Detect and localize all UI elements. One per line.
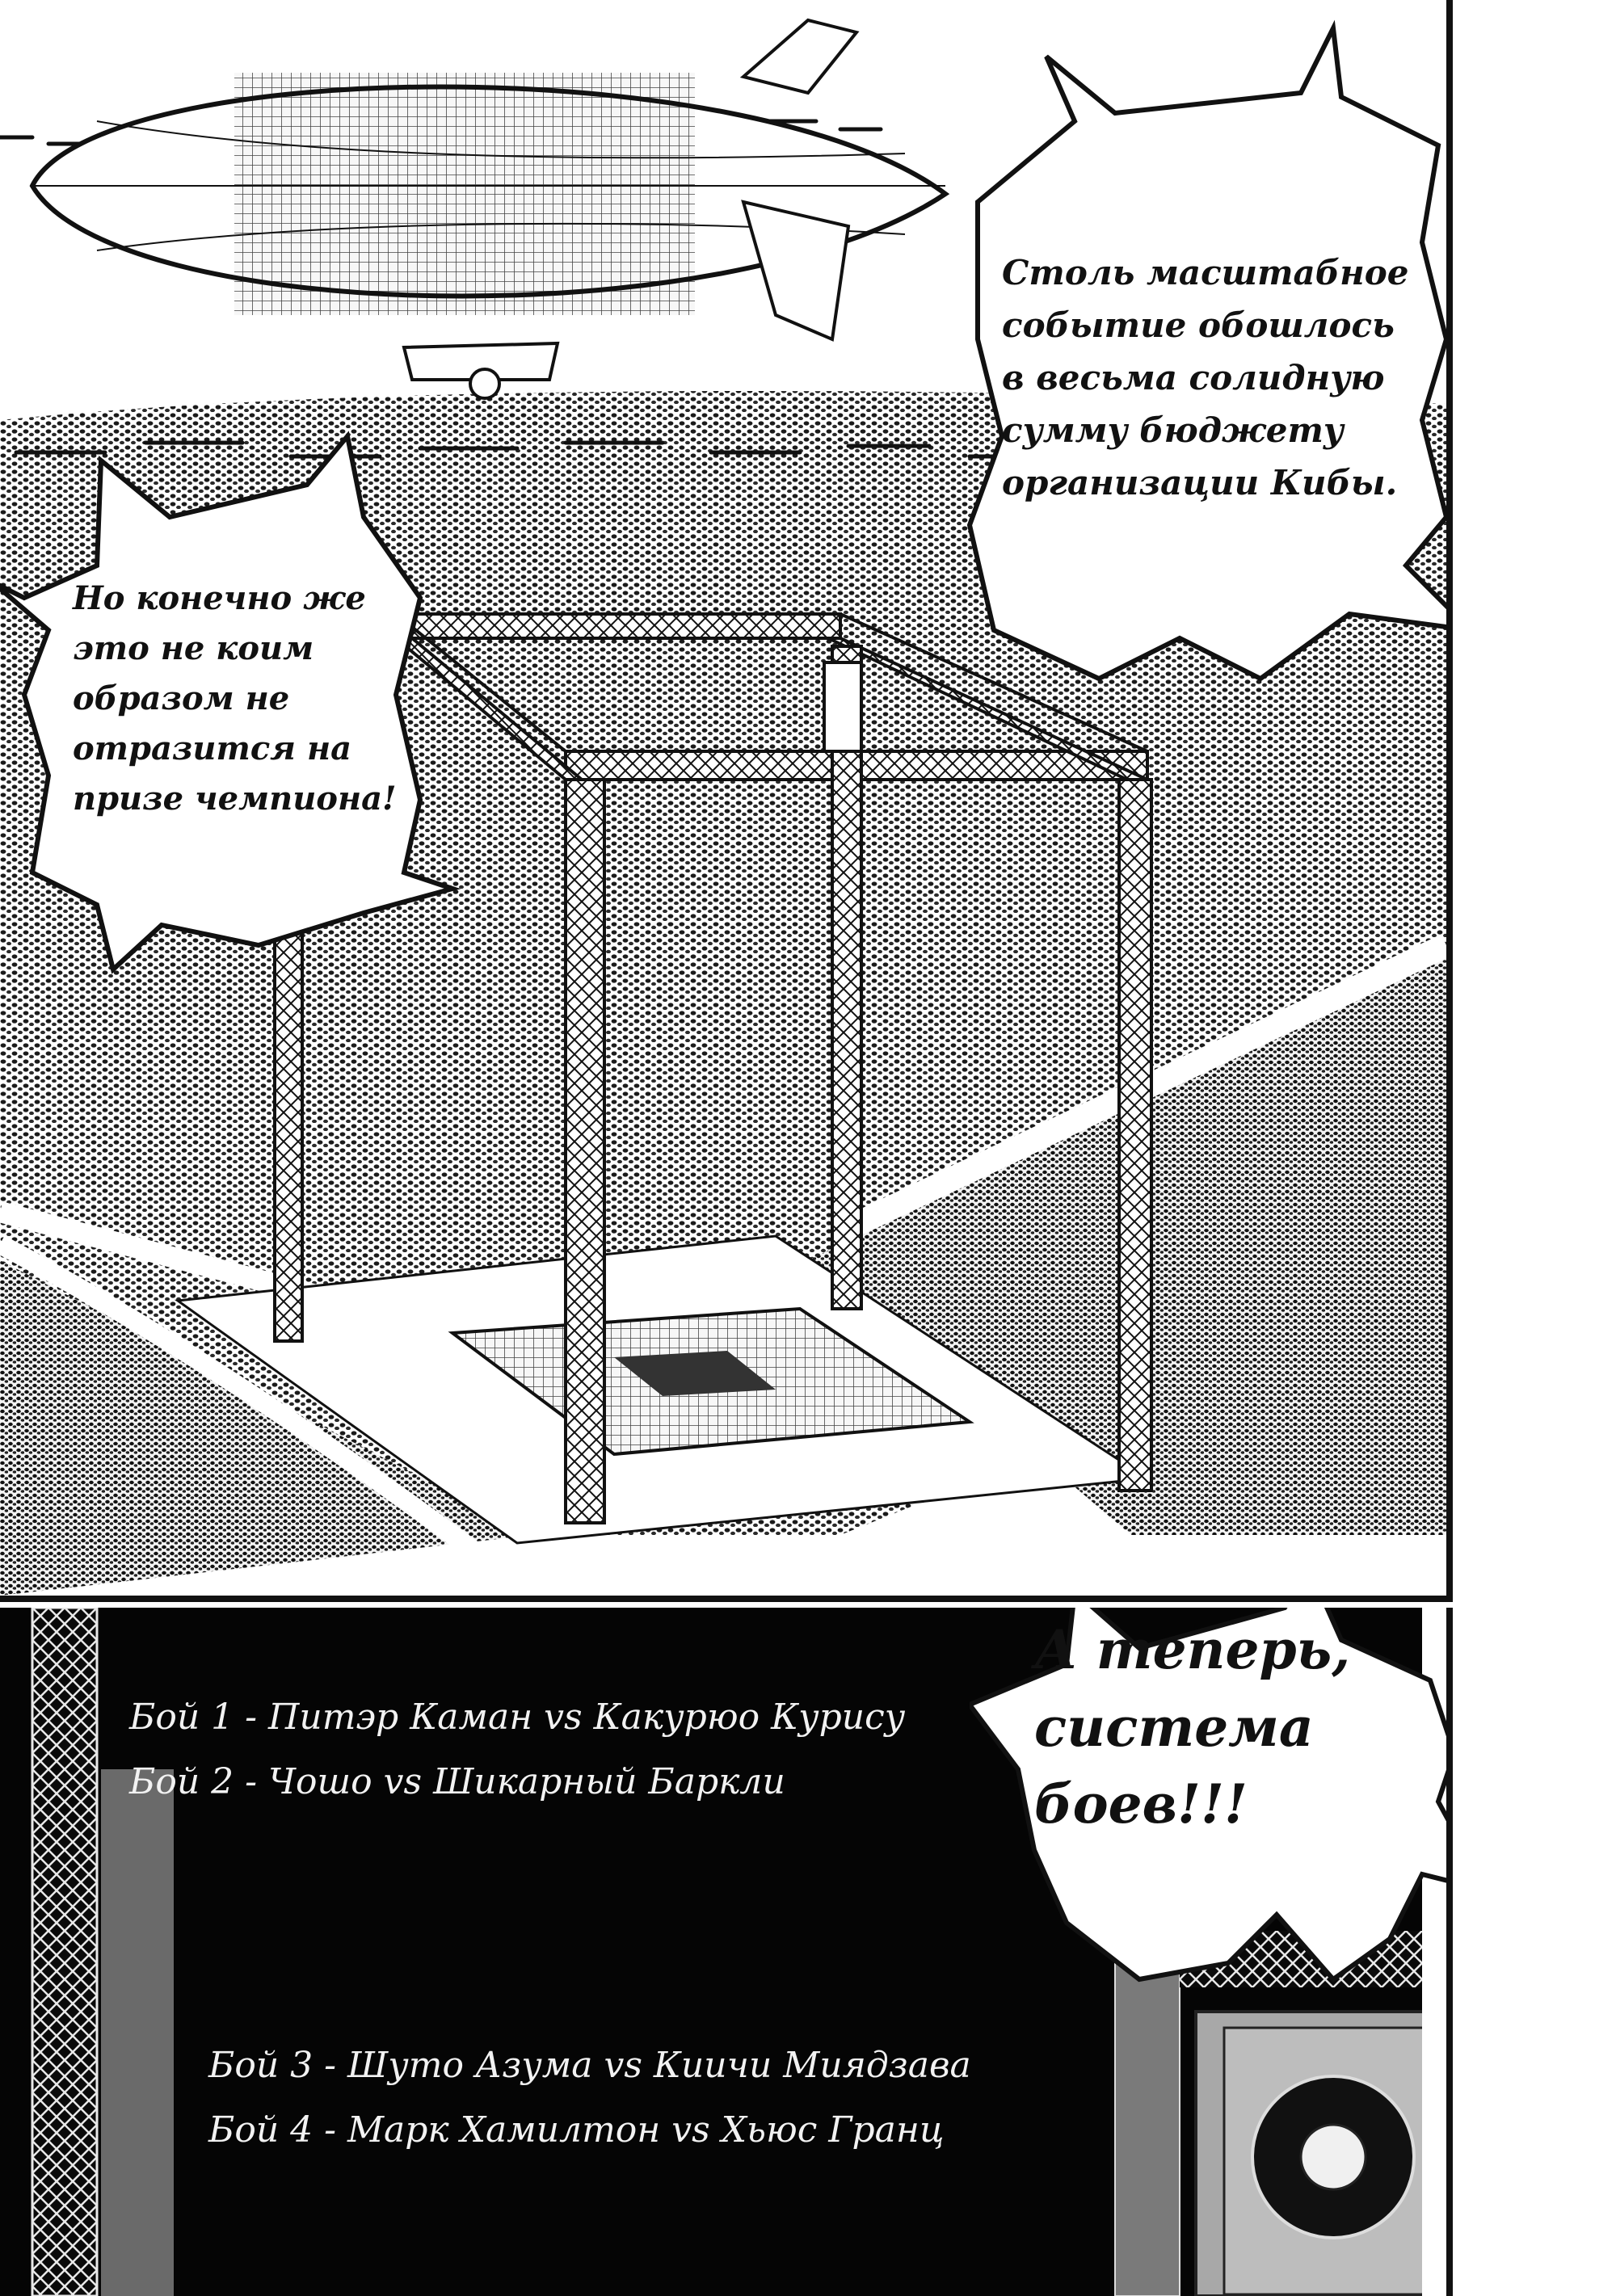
caption-line: Но конечно же (73, 579, 366, 617)
caption-line: отразится на (73, 730, 352, 767)
caption-line: призе чемпиона! (73, 780, 397, 818)
caption-line: система (1034, 1695, 1314, 1759)
caption-line: А теперь, (1034, 1618, 1351, 1681)
fight-list-upper (129, 1685, 905, 1815)
caption-budget (1002, 246, 1409, 509)
caption-line: организации Кибы. (1002, 463, 1398, 503)
fight-3: Бой 3 - Шуто Азума vs Киичи Миядзава (208, 2045, 971, 2086)
fight-1: Бой 1 - Питэр Каман vs Какурюо Курису (129, 1697, 906, 1738)
caption-system (1034, 1612, 1374, 1844)
caption-line: событие обошлось (1002, 305, 1395, 346)
caption-line: это не коим (73, 629, 314, 667)
caption-line: Столь масштабное (1002, 253, 1409, 292)
fight-list-lower (208, 2033, 971, 2163)
caption-prize (73, 574, 397, 824)
fight-2: Бой 2 - Чошо vs Шикарный Баркли (129, 1761, 785, 1802)
page-margin (1453, 0, 1616, 2296)
caption-line: сумму бюджету (1002, 410, 1345, 451)
fight-4: Бой 4 - Марк Хамилтон vs Хьюс Гранц (208, 2109, 945, 2151)
caption-line: боев!!! (1034, 1772, 1248, 1836)
caption-line: образом не (73, 679, 290, 717)
caption-line: в весьма солидную (1002, 358, 1385, 398)
